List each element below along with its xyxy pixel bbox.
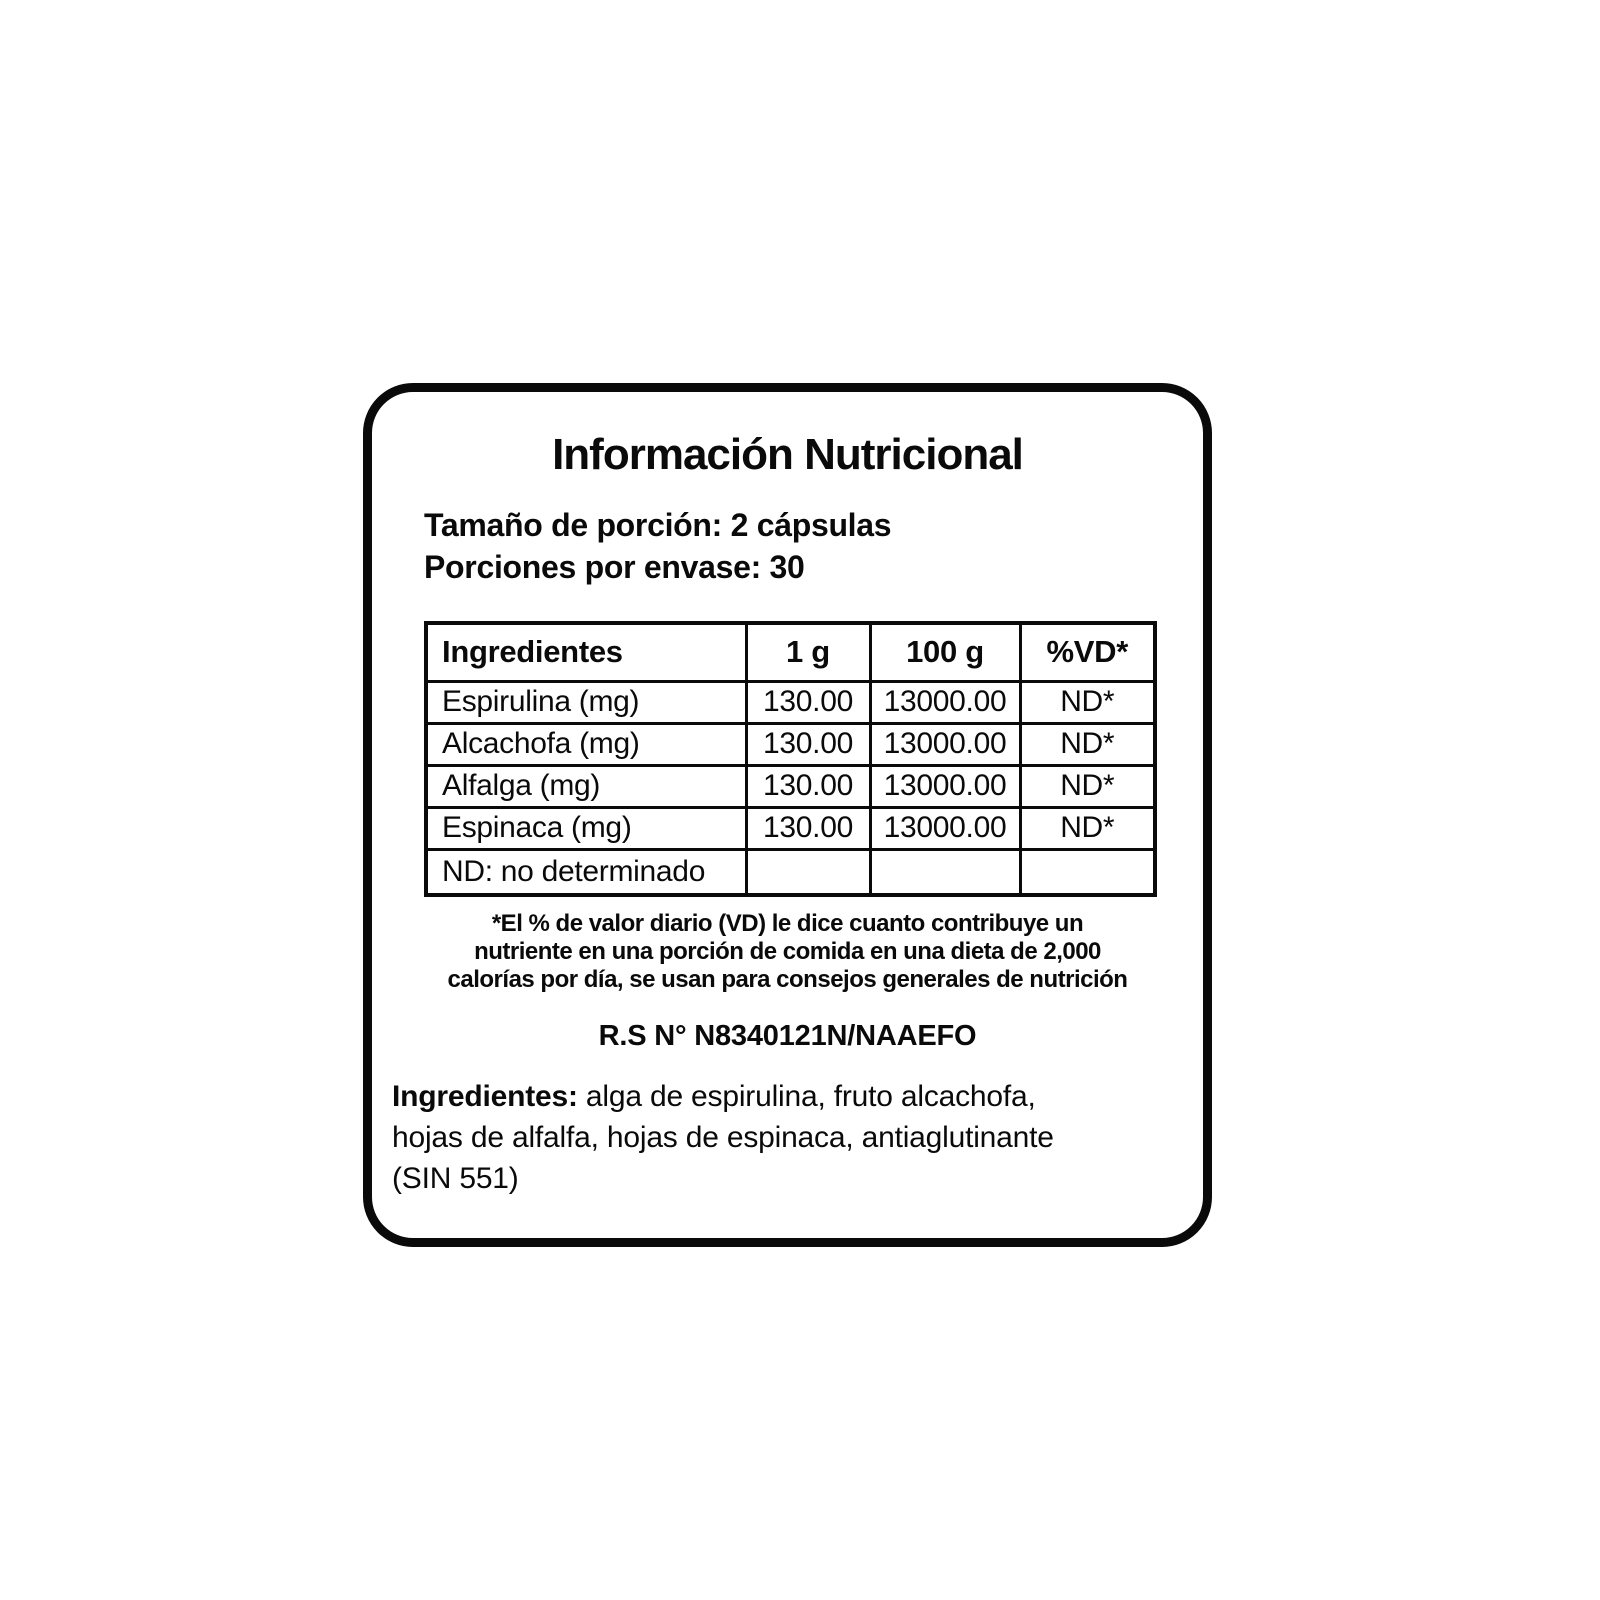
cell-vd: ND* [1020, 807, 1155, 849]
cell-nd-note: ND: no determinado [426, 849, 746, 895]
cell-ingredient: Espirulina (mg) [426, 681, 746, 723]
table-row-espirulina [426, 681, 1155, 723]
ingredients-line-2: hojas de alfalfa, hojas de espinaca, antiaglutinante [392, 1121, 1054, 1154]
footnote-line-1: *El % de valor diario (VD) le dice cuanto contribuye un [491, 910, 1084, 937]
column-header-1g: 1 g [746, 623, 870, 681]
sanitary-registry-number: R.S N° N8340121N/NAAEFO [598, 1020, 977, 1052]
cell-per-1g: 130.00 [746, 765, 870, 807]
table-header-row [426, 623, 1155, 681]
footnote-line-3: calorías por día, se usan para consejos generales de nutrición [447, 966, 1128, 993]
serving-info [424, 504, 891, 588]
cell-per-100g: 13000.00 [870, 807, 1020, 849]
table-row-espinaca [426, 807, 1155, 849]
nutrition-table [424, 621, 1157, 897]
nutrition-facts-label [363, 383, 1212, 1247]
table-row-nd-note [426, 849, 1155, 895]
cell-per-100g: 13000.00 [870, 765, 1020, 807]
cell-per-1g: 130.00 [746, 723, 870, 765]
column-header-vd: %VD* [1020, 623, 1155, 681]
ingredients-paragraph [392, 1076, 1192, 1199]
cell-vd: ND* [1020, 681, 1155, 723]
cell-ingredient: Espinaca (mg) [426, 807, 746, 849]
column-header-100g: 100 g [870, 623, 1020, 681]
cell-vd: ND* [1020, 765, 1155, 807]
daily-value-footnote [372, 910, 1203, 994]
empty-cell [870, 849, 1020, 895]
ingredients-line-3: (SIN 551) [392, 1162, 519, 1195]
table-row-alfalga [426, 765, 1155, 807]
ingredients-lead-label: Ingredientes: [392, 1080, 578, 1113]
cell-per-1g: 130.00 [746, 807, 870, 849]
empty-cell [1020, 849, 1155, 895]
ingredients-line-1-text: alga de espirulina, fruto alcachofa, [577, 1080, 1036, 1113]
cell-ingredient: Alfalga (mg) [426, 765, 746, 807]
label-title: Información Nutricional [552, 430, 1023, 479]
cell-per-100g: 13000.00 [870, 723, 1020, 765]
cell-per-100g: 13000.00 [870, 681, 1020, 723]
empty-cell [746, 849, 870, 895]
column-header-ingredientes: Ingredientes [426, 623, 746, 681]
cell-ingredient: Alcachofa (mg) [426, 723, 746, 765]
servings-per-container-line: Porciones por envase: 30 [424, 549, 805, 585]
footnote-line-2: nutriente en una porción de comida en una dieta de 2,000 [474, 938, 1101, 965]
cell-per-1g: 130.00 [746, 681, 870, 723]
ingredients-line-1 [392, 1076, 1192, 1117]
serving-size-line: Tamaño de porción: 2 cápsulas [424, 507, 892, 543]
table-row-alcachofa [426, 723, 1155, 765]
cell-vd: ND* [1020, 723, 1155, 765]
